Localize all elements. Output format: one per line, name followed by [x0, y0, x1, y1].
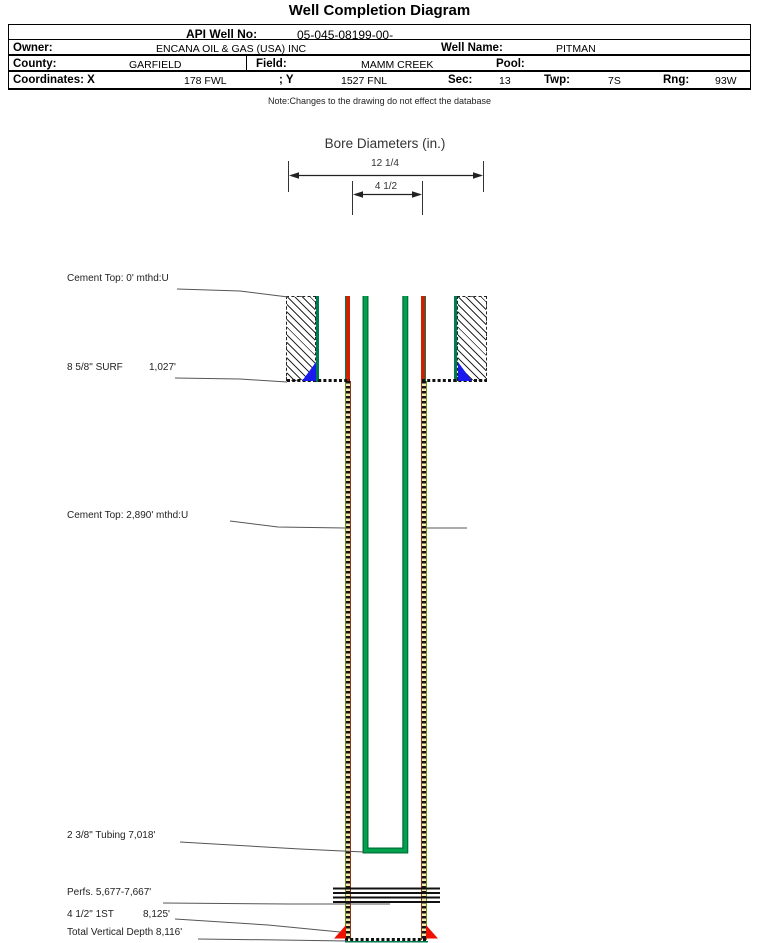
api-value: 05-045-08199-00- — [297, 28, 394, 42]
leader-tvd — [198, 939, 347, 941]
owner-value: ENCANA OIL & GAS (USA) INC — [156, 43, 307, 55]
cement-marker-right — [458, 362, 472, 381]
page-title: Well Completion Diagram — [288, 2, 471, 19]
api-label: API Well No: — [186, 27, 258, 41]
leader-tubing — [180, 842, 364, 852]
inner-bore-dimension-label: 4 1/2 — [374, 181, 398, 192]
leader-cement-top-surface — [177, 289, 288, 297]
leader-perfs — [163, 903, 390, 904]
outer-dim-arrow-left — [289, 172, 299, 178]
production-casing-label — [67, 909, 170, 920]
rng-value: 93W — [715, 75, 737, 87]
production-casing-size: 4 1/2" 1ST — [67, 909, 114, 920]
leader-lines — [163, 289, 467, 941]
field-value: MAMM CREEK — [361, 59, 434, 71]
sec-value: 13 — [499, 75, 511, 87]
surface-casing-label — [67, 362, 176, 373]
coordinates-label: Coordinates: X — [13, 74, 95, 86]
coordinates-y-label: ; Y — [279, 74, 294, 86]
perfs-label: Perfs. 5,677-7,667' — [67, 887, 152, 898]
county-value: GARFIELD — [129, 59, 182, 71]
twp-label: Twp: — [544, 74, 570, 86]
inner-dim-arrow-right — [412, 191, 422, 197]
surface-casing-depth: 1,027' — [149, 362, 176, 373]
database-note: Note:Changes to the drawing do not effect the database — [268, 96, 491, 106]
coordinates-y-value: 1527 FNL — [341, 75, 388, 87]
tubing-label: 2 3/8" Tubing 7,018' — [67, 830, 156, 841]
rng-label: Rng: — [663, 74, 690, 86]
leader-production-casing — [175, 919, 340, 932]
pool-label: Pool: — [496, 58, 525, 70]
well-name-value: PITMAN — [556, 43, 596, 55]
owner-label: Owner: — [13, 42, 53, 54]
bore-diameters-title: Bore Diameters (in.) — [324, 136, 446, 151]
cement-marker-left — [302, 362, 316, 381]
cement-top-surface-label: Cement Top: 0' mthd:U — [67, 273, 169, 284]
field-label: Field: — [256, 58, 287, 70]
tubing-string — [366, 296, 406, 851]
shoe-marker-right — [426, 925, 438, 939]
surface-casing-size: 8 5/8" SURF — [67, 362, 123, 373]
cement-top-production-label: Cement Top: 2,890' mthd:U — [67, 510, 189, 521]
well-name-label: Well Name: — [441, 42, 503, 54]
perforation-lines — [333, 889, 440, 903]
leader-surface-casing — [175, 378, 287, 382]
twp-value: 7S — [608, 75, 621, 87]
inner-dim-arrow-left — [353, 191, 363, 197]
county-label: County: — [13, 58, 57, 70]
tubing-string-outline — [366, 296, 406, 851]
outer-bore-dimension-label: 12 1/4 — [371, 158, 399, 169]
tvd-label: Total Vertical Depth 8,116' — [67, 927, 183, 938]
leader-cement-top-production — [230, 521, 345, 528]
production-casing-depth: 8,125' — [143, 909, 170, 920]
outer-dim-arrow-right — [473, 172, 483, 178]
sec-label: Sec: — [448, 74, 473, 86]
coordinates-x-value: 178 FWL — [184, 75, 227, 87]
